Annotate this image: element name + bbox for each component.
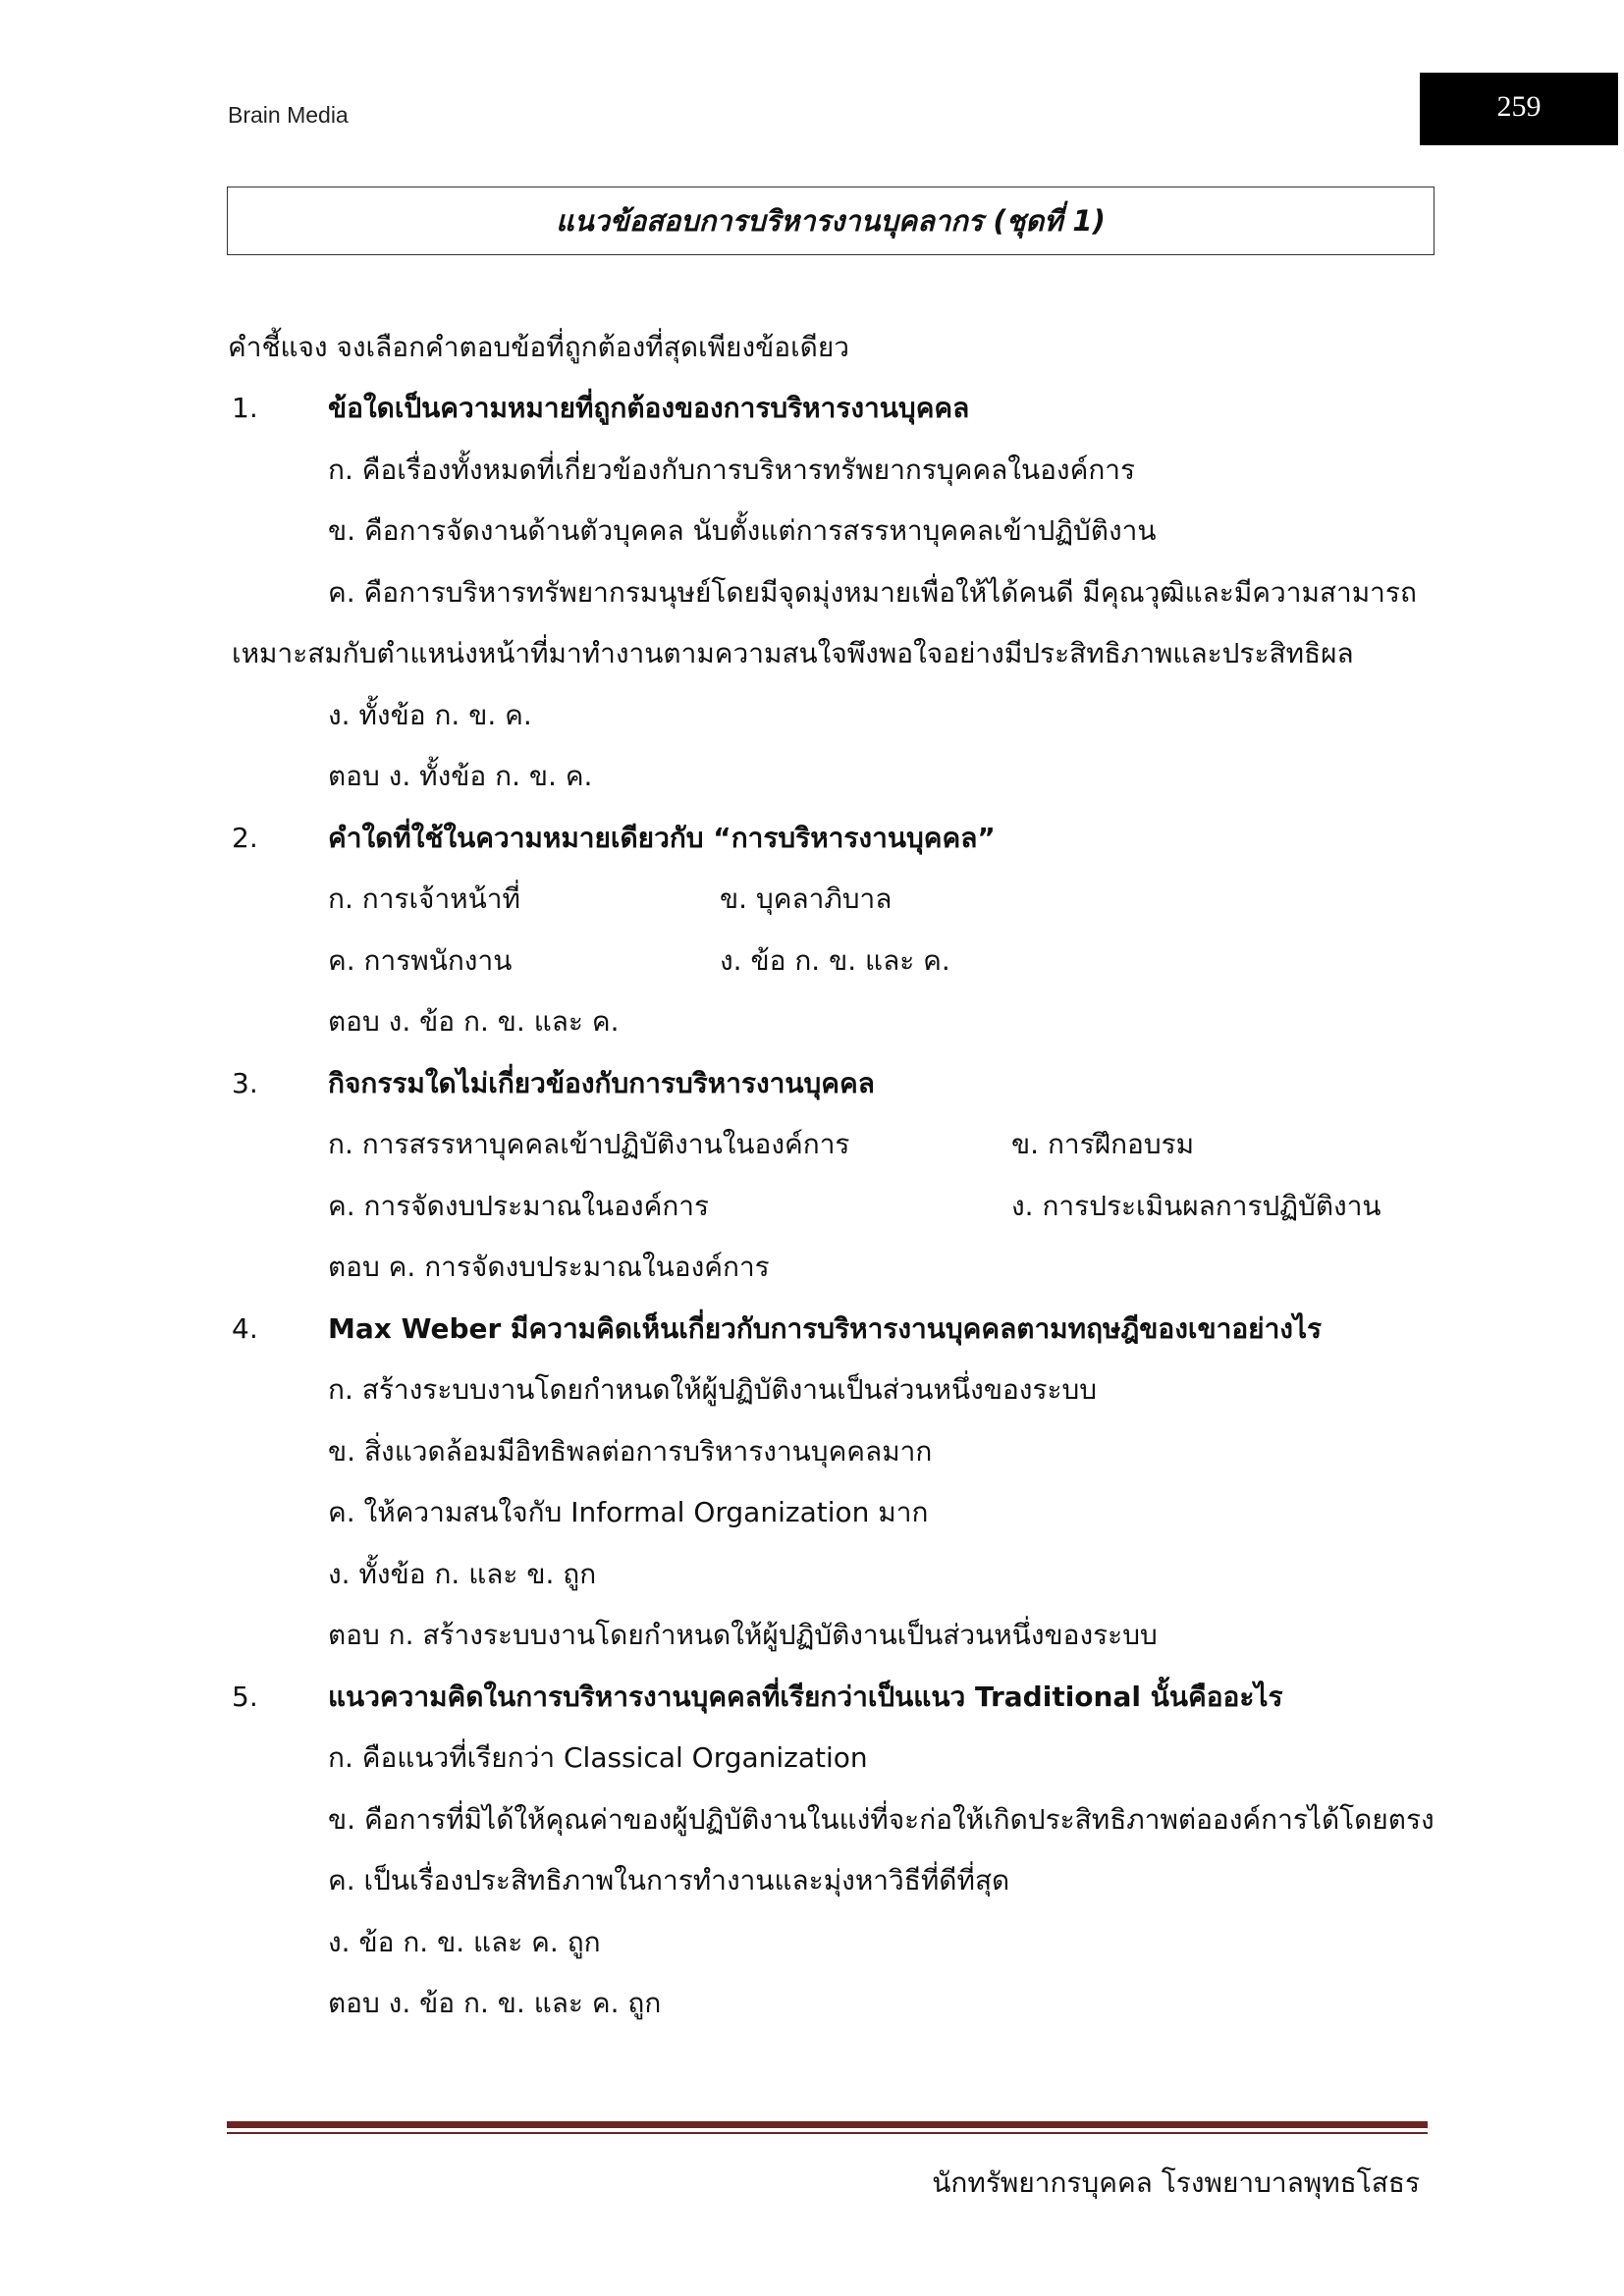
choice-c: ค. คือการบริหารทรัพยากรมนุษย์โดยมีจุดมุ่งหมายเพื่อให้ได้คนดี มีคุณวุฒิและมีความสามารถ [328, 576, 1417, 609]
choice-a: ก. คือเรื่องทั้งหมดที่เกี่ยวข้องกับการบริหารทรัพยากรบุคคลในองค์การ [328, 454, 1136, 486]
choice-a: ก. การสรรหาบุคคลเข้าปฏิบัติงานในองค์การ [328, 1128, 850, 1160]
choice-c: ค. ให้ความสนใจกับ Informal Organization มาก [328, 1496, 929, 1528]
footer-text: นักทรัพยากรบุคคล โรงพยาบาลพุทธโสธร [932, 2166, 1420, 2199]
choice-c-continued: เหมาะสมกับตำแหน่งหน้าที่มาทำงานตามความสนใจพึงพอใจอย่างมีประสิทธิภาพและประสิทธิผล [232, 637, 1354, 669]
choice-b: ข. คือการที่มิได้ให้คุณค่าของผู้ปฏิบัติงานในแง่ที่จะก่อให้เกิดประสิทธิภาพต่อองค์การได้โดยตรง [328, 1803, 1435, 1836]
choice-c: ค. เป็นเรื่องประสิทธิภาพในการทำงานและมุ่งหาวิธีที่ดีที่สุด [328, 1864, 1010, 1896]
publisher-name: Brain Media [228, 102, 349, 128]
choice-c: ค. การพนักงาน [328, 944, 513, 977]
choice-b: ข. สิ่งแวดล้อมมีอิทธิพลต่อการบริหารงานบุคคลมาก [328, 1435, 933, 1468]
choice-d: ง. ทั้งข้อ ก. และ ข. ถูก [328, 1558, 597, 1590]
question-number: 5. [232, 1681, 258, 1713]
footer-divider [227, 2121, 1428, 2128]
question-text: Max Weber มีความคิดเห็นเกี่ยวกับการบริหารงานบุคคลตามทฤษฎีของเขาอย่างไร [328, 1312, 1323, 1345]
answer: ตอบ ก. สร้างระบบงานโดยกำหนดให้ผู้ปฏิบัติงานเป็นส่วนหนึ่งของระบบ [328, 1619, 1158, 1651]
choice-d: ง. ทั้งข้อ ก. ข. ค. [328, 699, 532, 731]
choice-d: ง. ข้อ ก. ข. และ ค. ถูก [328, 1926, 601, 1958]
answer: ตอบ ง. ทั้งข้อ ก. ข. ค. [328, 760, 593, 792]
choice-b: ข. การฝึกอบรม [1011, 1128, 1195, 1160]
question-text: กิจกรรมใดไม่เกี่ยวข้องกับการบริหารงานบุคคล [328, 1067, 875, 1099]
title-box [227, 187, 1435, 255]
answer: ตอบ ง. ข้อ ก. ข. และ ค. [328, 1005, 620, 1038]
page-title: แนวข้อสอบการบริหารงานบุคลากร (ชุดที่ 1) [556, 204, 1106, 238]
choice-c: ค. การจัดงบประมาณในองค์การ [328, 1190, 710, 1222]
choice-a: ก. สร้างระบบงานโดยกำหนดให้ผู้ปฏิบัติงานเป็นส่วนหนึ่งของระบบ [328, 1373, 1098, 1406]
question-number: 4. [232, 1312, 258, 1345]
question-text: คำใดที่ใช้ในความหมายเดียวกับ “การบริหารงานบุคคล” [328, 822, 996, 854]
question-text: ข้อใดเป็นความหมายที่ถูกต้องของการบริหารงานบุคคล [328, 392, 970, 424]
choice-a: ก. การเจ้าหน้าที่ [328, 882, 520, 915]
question-number: 1. [232, 392, 258, 424]
page-number: 259 [1420, 73, 1618, 145]
instruction-text: คำชี้แจง จงเลือกคำตอบข้อที่ถูกต้องที่สุดเพียงข้อเดียว [228, 331, 849, 363]
question-number: 2. [232, 822, 258, 854]
choice-a: ก. คือแนวที่เรียกว่า Classical Organization [328, 1741, 868, 1774]
footer-divider-thin [227, 2132, 1428, 2134]
answer: ตอบ ค. การจัดงบประมาณในองค์การ [328, 1251, 770, 1283]
question-text: แนวความคิดในการบริหารงานบุคคลที่เรียกว่าเป็นแนว Traditional นั้นคืออะไร [328, 1681, 1283, 1713]
choice-d: ง. ข้อ ก. ข. และ ค. [720, 944, 950, 977]
answer: ตอบ ง. ข้อ ก. ข. และ ค. ถูก [328, 1987, 662, 2019]
choice-b: ข. คือการจัดงานด้านตัวบุคคล นับตั้งแต่การสรรหาบุคคลเข้าปฏิบัติงาน [328, 514, 1157, 547]
choice-d: ง. การประเมินผลการปฏิบัติงาน [1011, 1190, 1381, 1222]
question-number: 3. [232, 1067, 258, 1099]
choice-b: ข. บุคลาภิบาล [720, 882, 893, 915]
